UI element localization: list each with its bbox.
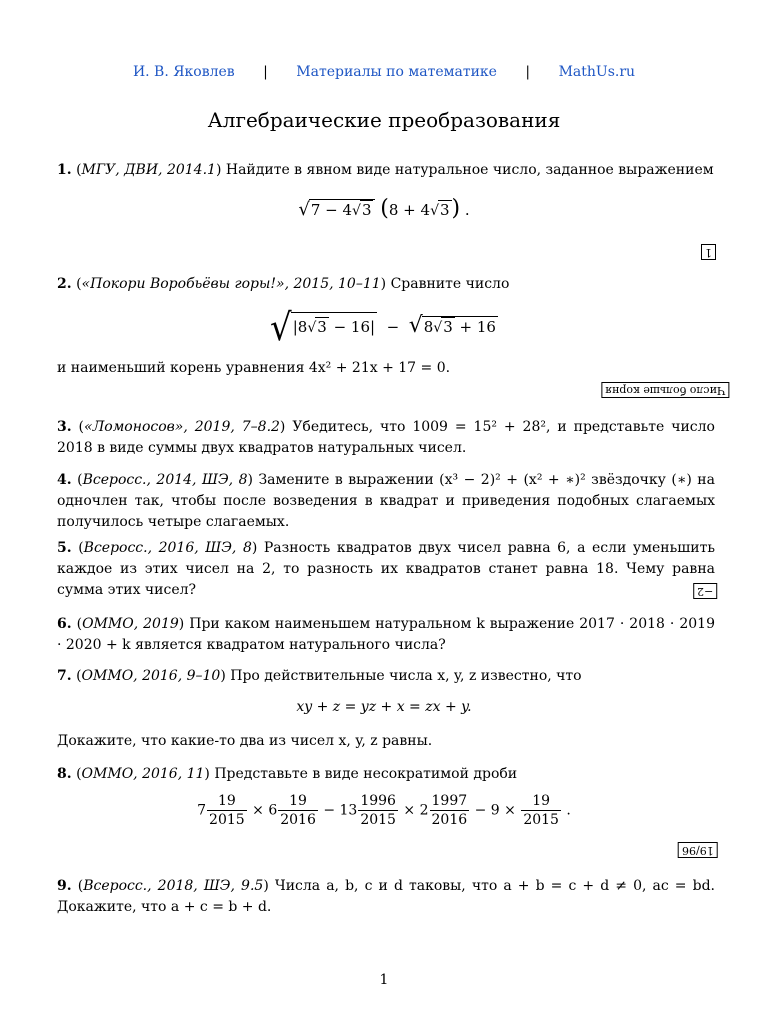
author-link[interactable]: И. В. Яковлев: [132, 64, 235, 80]
problem-text: Сравните число: [390, 276, 510, 292]
formula-8: 7 $\frac{19}{2015}$ × 6 $\frac{19}{2016}$ − 13 $\frac{1996}{2015}$ × 2 $\frac{1997}{2016}$ − 9 × $\frac{19}{2015}$ .: [197, 793, 571, 828]
answer-box: 19/96: [678, 842, 718, 858]
problem-5: 5. (Всеросс., 2016, ШЭ, 8) Разность квадратов двух чисел равна 6, а если уменьшить каждое из этих чисел на 2, то разность их квадратов станет равна 18. Чему равна сумма этих чисел?: [57, 540, 715, 598]
problem-source: «Покори Воробьёвы горы!», 2015, 10–11: [81, 276, 381, 292]
materials-link[interactable]: Материалы по математике: [296, 64, 497, 80]
header-separator: |: [525, 64, 531, 80]
problem-text: Про действительные числа x, y, z известно, что: [230, 668, 582, 684]
problem-number: 1.: [57, 162, 72, 178]
problem-number: 2.: [57, 276, 72, 292]
site-link[interactable]: MathUs.ru: [558, 64, 636, 80]
problem-source: Всеросс., 2016, ШЭ, 8: [83, 540, 252, 556]
problem-number: 9.: [57, 878, 72, 894]
problem-text: Числа a, b, c и d таковы, что a + b = c + d ≠ 0, ac = bd. Докажите, что a + c = b + d.: [57, 878, 716, 915]
page-title: Алгебраические преобразования: [207, 108, 561, 132]
problem-source: ОММО, 2016, 11: [81, 766, 205, 782]
problem-source: Всеросс., 2018, ШЭ, 9.5: [83, 878, 264, 894]
problem-4: 4. (Всеросс., 2014, ШЭ, 8) Замените в выражении (x³ − 2)² + (x² + ∗)² звёздочку (∗) на одночлен так, чтобы после возведения в квадрат и приведения подобных слагаемых получилось четыре слагаемых.: [57, 472, 715, 530]
formula-7: xy + z = yz + x = zx + y.: [296, 699, 472, 715]
problem-source: МГУ, ДВИ, 2014.1: [81, 162, 216, 178]
problem-source: ОММО, 2016, 9–10: [81, 668, 221, 684]
problem-text: Представьте в виде несократимой дроби: [214, 766, 518, 782]
problem-text: При каком наименьшем натуральном k выражение 2017 · 2018 · 2019 · 2020 + k является квадратом натурального числа?: [57, 616, 715, 653]
page-header: [0, 64, 768, 80]
problem-7-continuation: Докажите, что какие-то два из чисел x, y, z равны.: [57, 733, 433, 749]
problem-number: 4.: [57, 472, 72, 488]
problem-2: 2. («Покори Воробьёвы горы!», 2015, 10–11) Сравните число: [57, 276, 510, 292]
problem-source: Всеросс., 2014, ШЭ, 8: [82, 472, 248, 488]
problem-2-continuation: и наименьший корень уравнения 4x² + 21x + 17 = 0.: [57, 360, 451, 376]
answer-box: 1: [701, 244, 716, 260]
problem-7: 7. (ОММО, 2016, 9–10) Про действительные числа x, y, z известно, что: [57, 668, 582, 684]
problem-source: ОММО, 2019: [82, 616, 179, 632]
problem-text: Замените в выражении (x³ − 2)² + (x² + ∗)² звёздочку (∗) на одночлен так, чтобы после возведения в квадрат и приведения подобных слагаемых получилось четыре слагаемых.: [57, 472, 715, 530]
formula-1: √7 − 4√3 (8 + 4√3) .: [298, 196, 470, 221]
answer-box: Число больше корня: [601, 382, 729, 398]
problem-text: Убедитесь, что 1009 = 15² + 28², и представьте число 2018 в виде суммы двух квадратов натуральных чисел.: [57, 419, 715, 456]
problem-3: 3. («Ломоносов», 2019, 7–8.2) Убедитесь, что 1009 = 15² + 28², и представьте число 2018 в виде суммы двух квадратов натуральных чисел.: [57, 419, 715, 456]
problem-number: 7.: [57, 668, 72, 684]
problem-1: 1. (МГУ, ДВИ, 2014.1) Найдите в явном виде натуральное число, заданное выражением: [57, 162, 714, 178]
problem-number: 5.: [57, 540, 72, 556]
problem-9: 9. (Всеросс., 2018, ШЭ, 9.5) Числа a, b, c и d таковы, что a + b = c + d ≠ 0, ac = bd. Докажите, что a + c = b + d.: [57, 878, 716, 915]
problem-text: Найдите в явном виде натуральное число, заданное выражением: [225, 162, 714, 178]
problem-number: 6.: [57, 616, 72, 632]
page-number: 1: [379, 972, 389, 988]
formula-2: √|8√3 − 16| − √8√3 + 16: [270, 306, 496, 350]
problem-number: 3.: [57, 419, 72, 435]
problem-source: «Ломоносов», 2019, 7–8.2: [84, 419, 280, 435]
header-separator: |: [263, 64, 268, 80]
problem-6: 6. (ОММО, 2019) При каком наименьшем натуральном k выражение 2017 · 2018 · 2019 · 2020 + k является квадратом натурального числа?: [57, 616, 715, 653]
problem-8: 8. (ОММО, 2016, 11) Представьте в виде несократимой дроби: [57, 766, 518, 782]
answer-box: −2: [693, 583, 717, 599]
problem-text: Разность квадратов двух чисел равна 6, а если уменьшить каждое из этих чисел на 2, то разность их квадратов станет равна 18. Чему равна сумма этих чисел?: [57, 540, 715, 598]
problem-number: 8.: [57, 766, 72, 782]
